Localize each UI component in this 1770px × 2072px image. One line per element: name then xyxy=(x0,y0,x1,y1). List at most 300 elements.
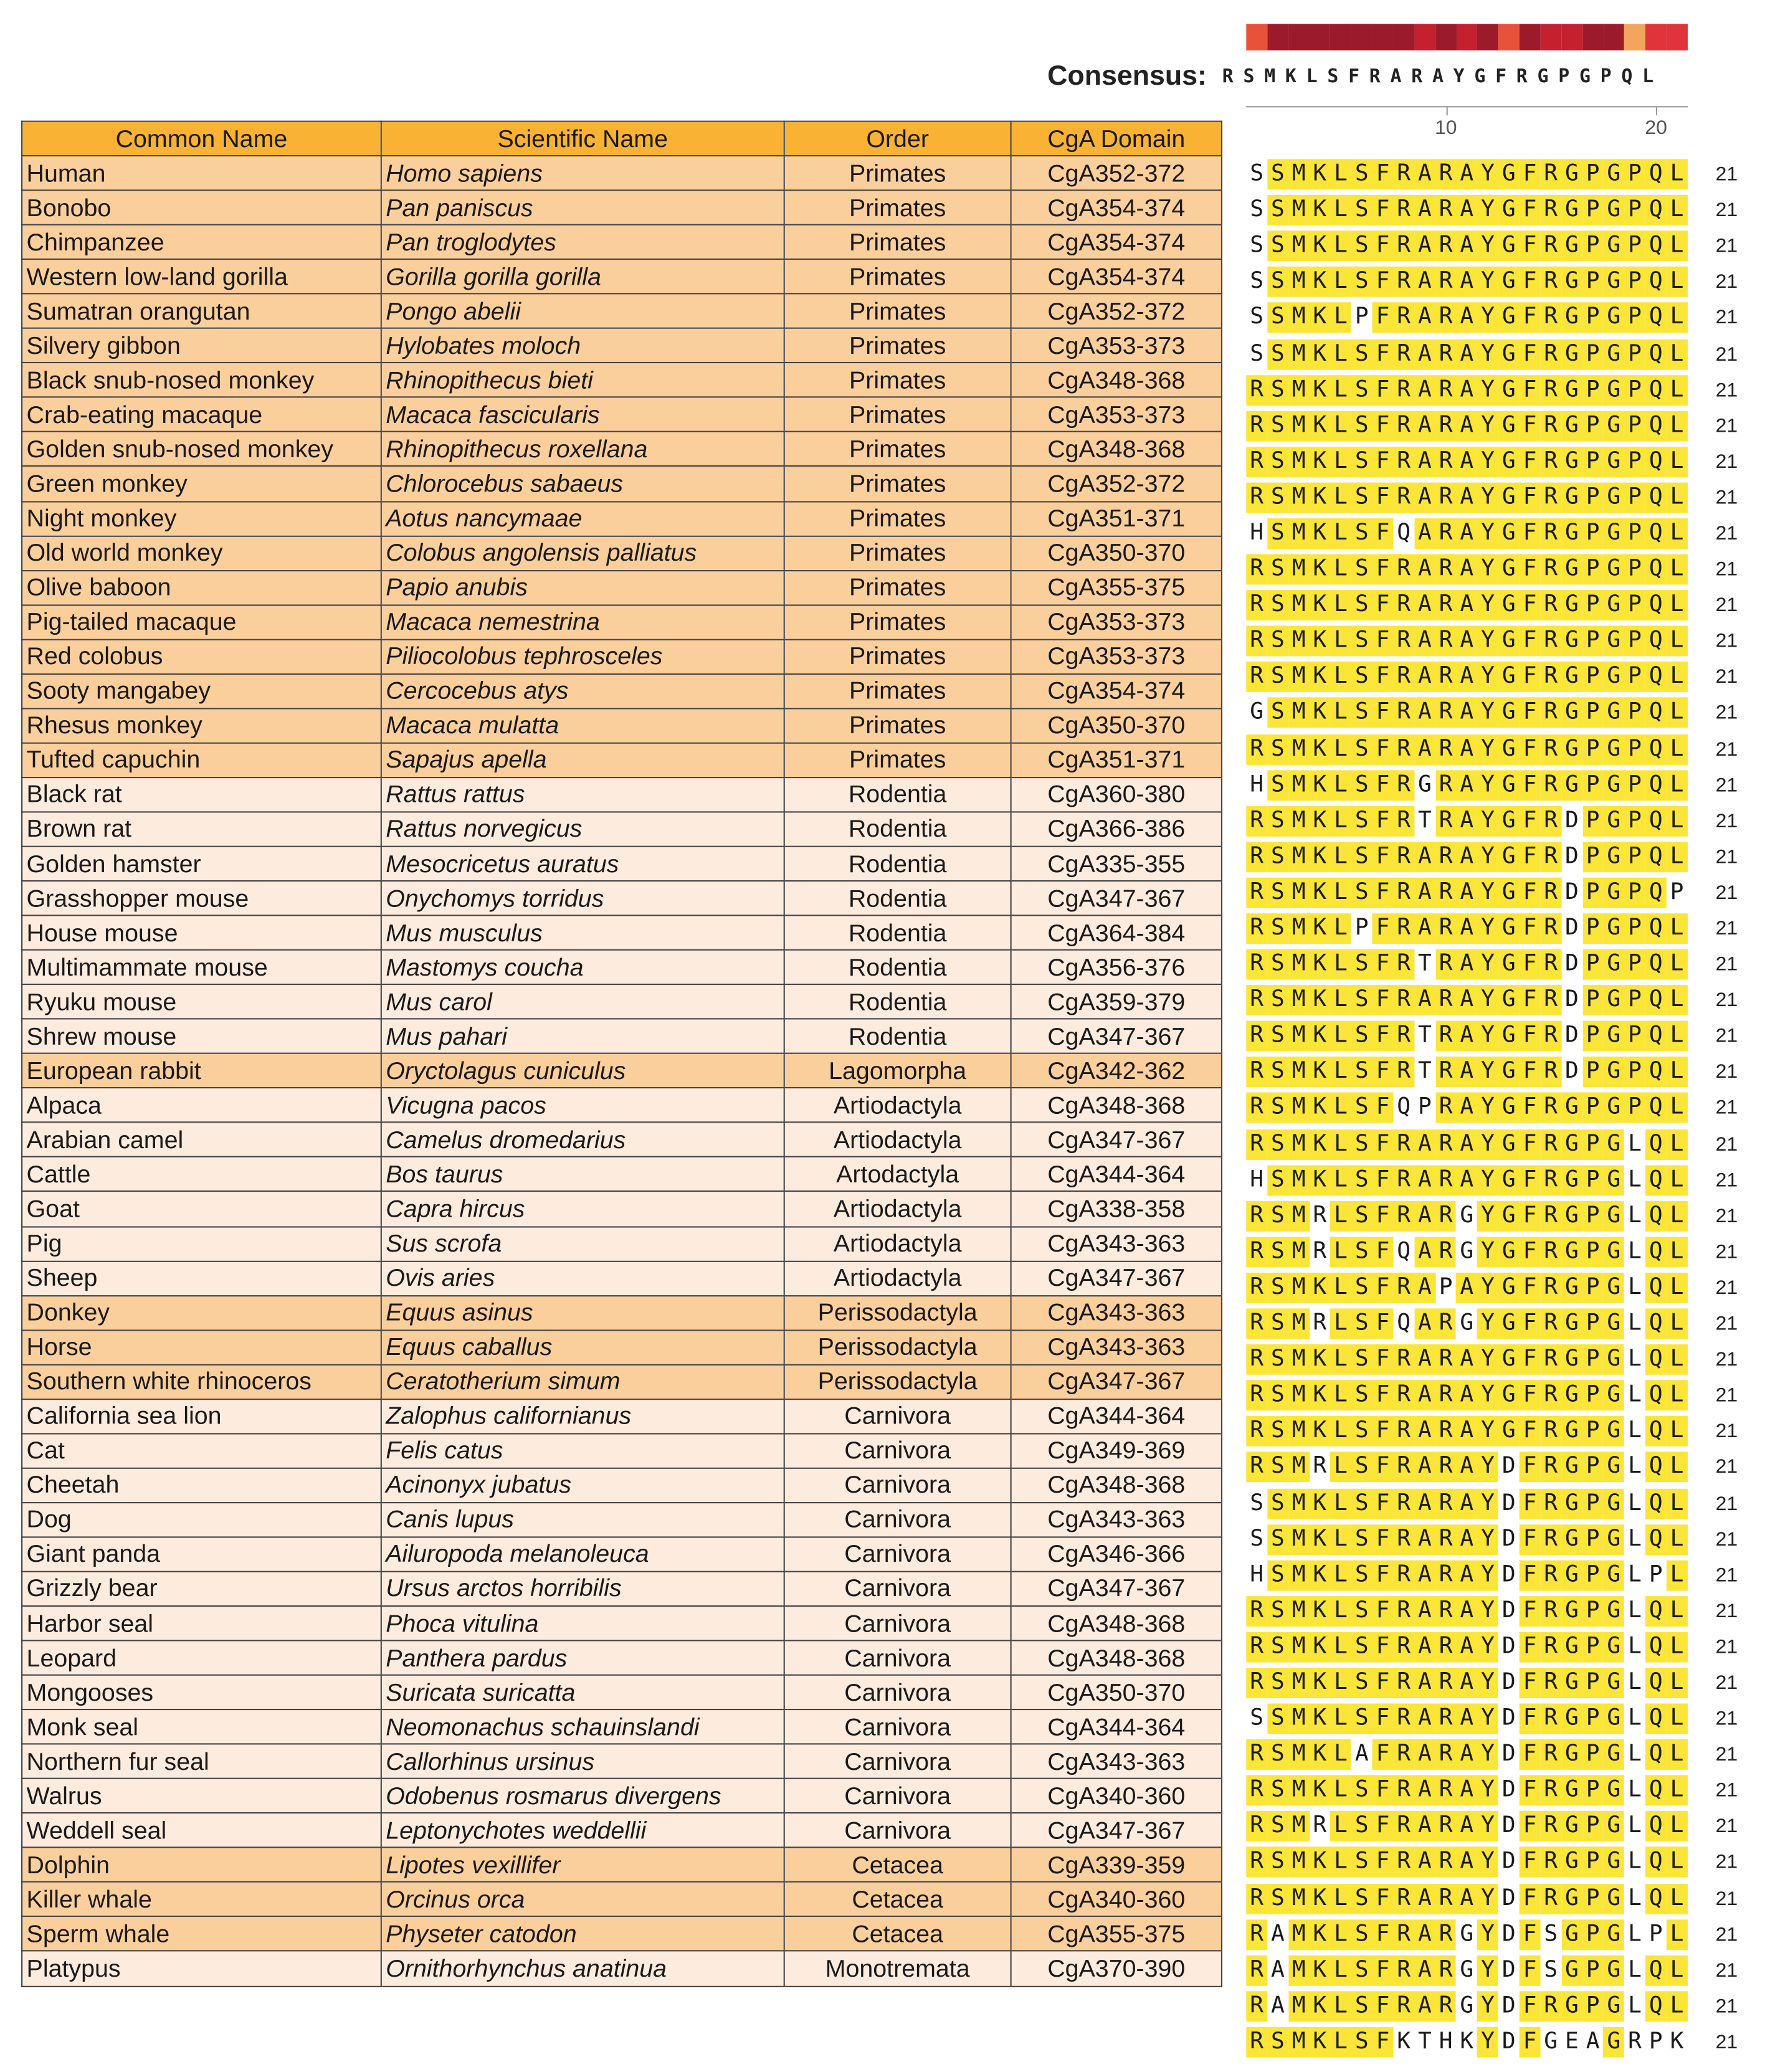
cell-cga-domain: CgA370-390 xyxy=(1011,1951,1222,1985)
residue: F xyxy=(1520,1416,1541,1447)
residue: P xyxy=(1582,1704,1604,1734)
residue: S xyxy=(1267,267,1288,297)
residue: L xyxy=(1624,1775,1645,1806)
residue: L xyxy=(1330,1308,1351,1339)
residue: G xyxy=(1498,949,1520,980)
residue: S xyxy=(1267,806,1288,836)
residue: K xyxy=(1309,842,1330,872)
residue: S xyxy=(1267,1560,1288,1590)
consensus-residue: F xyxy=(1495,66,1507,88)
consensus-residue: S xyxy=(1243,66,1255,88)
residue: G xyxy=(1603,1273,1624,1303)
residue: R xyxy=(1393,267,1414,297)
residue: A xyxy=(1414,1452,1435,1483)
residue: F xyxy=(1520,159,1541,189)
residue: Q xyxy=(1645,1524,1667,1554)
sequence xyxy=(1246,1560,1687,1590)
cell-cga-domain: CgA366-386 xyxy=(1011,812,1222,846)
residue: P xyxy=(1582,1919,1604,1950)
residue: P xyxy=(1582,1488,1604,1519)
residue: R xyxy=(1393,303,1414,333)
conservation-cell xyxy=(1520,24,1541,50)
table-row xyxy=(22,984,1222,1019)
residue: A xyxy=(1414,662,1435,693)
residue: L xyxy=(1330,1883,1351,1914)
residue: G xyxy=(1603,949,1624,980)
residue: Q xyxy=(1645,554,1667,585)
sequence-length: 21 xyxy=(1715,522,1738,545)
residue: S xyxy=(1351,1129,1373,1159)
residue: M xyxy=(1288,1237,1310,1267)
cell-scientific-name: Piliocolobus tephrosceles xyxy=(381,639,784,673)
residue: S xyxy=(1351,770,1373,801)
residue: L xyxy=(1667,1812,1688,1842)
residue: L xyxy=(1667,1344,1688,1375)
cell-order: Cetacea xyxy=(784,1848,1011,1882)
cell-common-name: Dolphin xyxy=(22,1848,381,1882)
residue: R xyxy=(1435,1919,1457,1950)
residue: R xyxy=(1435,195,1457,226)
sequence-length: 21 xyxy=(1715,1528,1738,1551)
residue: S xyxy=(1267,195,1288,226)
residue: L xyxy=(1330,447,1351,477)
residue: R xyxy=(1309,1812,1330,1842)
residue: D xyxy=(1498,1596,1520,1627)
alignment-row xyxy=(1246,408,1738,444)
cell-cga-domain: CgA347-367 xyxy=(1011,1261,1222,1295)
residue: R xyxy=(1246,1308,1267,1339)
residue: Q xyxy=(1645,949,1667,980)
residue: L xyxy=(1667,231,1688,262)
residue: G xyxy=(1561,1488,1582,1519)
sequence-length: 21 xyxy=(1715,1384,1738,1407)
residue: F xyxy=(1520,1847,1541,1878)
cell-common-name: Western low-land gorilla xyxy=(22,259,381,293)
residue: P xyxy=(1435,1273,1457,1303)
residue: A xyxy=(1456,734,1477,764)
residue: K xyxy=(1309,1955,1330,1985)
sequence xyxy=(1246,1524,1687,1554)
residue: F xyxy=(1373,949,1394,980)
residue: Y xyxy=(1477,1093,1498,1124)
residue: K xyxy=(1309,1739,1330,1770)
residue: G xyxy=(1498,303,1520,333)
residue: R xyxy=(1246,806,1267,836)
residue: L xyxy=(1667,842,1688,872)
residue: K xyxy=(1309,339,1330,369)
residue: Q xyxy=(1645,195,1667,226)
residue: L xyxy=(1330,1273,1351,1303)
residue: R xyxy=(1540,662,1561,693)
residue: R xyxy=(1393,339,1414,369)
residue: A xyxy=(1414,878,1435,908)
residue: P xyxy=(1582,590,1604,620)
residue: A xyxy=(1414,447,1435,477)
cell-order: Carnivora xyxy=(784,1572,1011,1606)
residue: G xyxy=(1561,267,1582,297)
sequence-length: 21 xyxy=(1715,917,1738,940)
cell-order: Carnivora xyxy=(784,1744,1011,1779)
table-row xyxy=(22,1226,1222,1260)
residue: G xyxy=(1498,1129,1520,1159)
cell-common-name: Sumatran orangutan xyxy=(22,294,381,328)
residue: L xyxy=(1624,1237,1645,1267)
residue: G xyxy=(1246,698,1267,728)
residue: F xyxy=(1373,1344,1394,1375)
residue: S xyxy=(1267,518,1288,549)
sequence xyxy=(1246,447,1687,477)
residue: P xyxy=(1582,986,1604,1016)
table-row xyxy=(22,743,1222,777)
cell-scientific-name: Sus scrofa xyxy=(381,1226,784,1260)
residue: S xyxy=(1246,1488,1267,1519)
residue: L xyxy=(1667,770,1688,801)
sequence xyxy=(1246,1416,1687,1447)
cell-scientific-name: Callorhinus ursinus xyxy=(381,1744,784,1779)
residue: M xyxy=(1288,1416,1310,1447)
residue: G xyxy=(1498,806,1520,836)
residue: A xyxy=(1456,1883,1477,1914)
residue: S xyxy=(1351,878,1373,908)
residue: L xyxy=(1330,1057,1351,1088)
residue: G xyxy=(1603,590,1624,620)
residue: Q xyxy=(1645,1308,1667,1339)
cell-order: Perissodactyla xyxy=(784,1295,1011,1329)
residue: R xyxy=(1246,1273,1267,1303)
residue: G xyxy=(1561,1704,1582,1734)
residue: A xyxy=(1414,1704,1435,1734)
residue: K xyxy=(1309,1021,1330,1052)
residue: R xyxy=(1540,770,1561,801)
table-row xyxy=(22,812,1222,846)
residue: G xyxy=(1603,662,1624,693)
residue: Y xyxy=(1477,1165,1498,1195)
residue: K xyxy=(1309,411,1330,441)
residue: G xyxy=(1561,339,1582,369)
cell-scientific-name: Capra hircus xyxy=(381,1192,784,1226)
residue: A xyxy=(1456,770,1477,801)
residue: S xyxy=(1246,1704,1267,1734)
residue: L xyxy=(1667,554,1688,585)
table-row xyxy=(22,708,1222,743)
residue: F xyxy=(1520,1237,1541,1267)
residue: D xyxy=(1561,949,1582,980)
residue: L xyxy=(1667,1632,1688,1662)
residue: R xyxy=(1540,554,1561,585)
residue: F xyxy=(1373,339,1394,369)
residue: A xyxy=(1414,1524,1435,1554)
residue: L xyxy=(1330,1093,1351,1124)
residue: P xyxy=(1645,1560,1667,1590)
residue: R xyxy=(1540,159,1561,189)
residue: L xyxy=(1330,231,1351,262)
residue: A xyxy=(1456,1812,1477,1842)
residue: L xyxy=(1330,1596,1351,1627)
residue: K xyxy=(1456,2027,1477,2058)
residue: L xyxy=(1330,1955,1351,1985)
residue: P xyxy=(1582,1273,1604,1303)
residue: R xyxy=(1624,2027,1645,2058)
residue: D xyxy=(1498,1488,1520,1519)
residue: L xyxy=(1624,1416,1645,1447)
cell-cga-domain: CgA350-370 xyxy=(1011,708,1222,743)
residue: R xyxy=(1393,1596,1414,1627)
residue: G xyxy=(1561,411,1582,441)
sequence xyxy=(1246,878,1687,908)
alignment-row xyxy=(1246,551,1738,587)
residue: R xyxy=(1246,482,1267,513)
sequence xyxy=(1246,1093,1687,1124)
residue: R xyxy=(1393,1452,1414,1483)
sequence xyxy=(1246,1775,1687,1806)
residue: S xyxy=(1351,842,1373,872)
residue: P xyxy=(1624,1021,1645,1052)
cell-order: Artiodactyla xyxy=(784,1261,1011,1295)
cell-order: Primates xyxy=(784,674,1011,708)
alignment-row xyxy=(1246,1665,1738,1701)
residue: Q xyxy=(1645,1955,1667,1985)
residue: R xyxy=(1540,1416,1561,1447)
residue: S xyxy=(1267,698,1288,728)
header-cga-domain: CgA Domain xyxy=(1011,121,1222,156)
residue: R xyxy=(1435,1632,1457,1662)
cell-scientific-name: Orcinus orca xyxy=(381,1883,784,1917)
residue: G xyxy=(1498,231,1520,262)
sequence xyxy=(1246,590,1687,620)
residue: L xyxy=(1667,662,1688,693)
residue: P xyxy=(1582,1775,1604,1806)
residue: Y xyxy=(1477,159,1498,189)
residue: P xyxy=(1624,339,1645,369)
cell-common-name: Arabian camel xyxy=(22,1123,381,1157)
residue: L xyxy=(1624,1344,1645,1375)
table-row xyxy=(22,259,1222,293)
residue: F xyxy=(1373,986,1394,1016)
residue: A xyxy=(1456,1775,1477,1806)
residue: Q xyxy=(1645,374,1667,405)
cell-cga-domain: CgA351-371 xyxy=(1011,501,1222,535)
residue: S xyxy=(1267,878,1288,908)
residue: Y xyxy=(1477,1524,1498,1554)
residue: L xyxy=(1330,195,1351,226)
cell-cga-domain: CgA347-367 xyxy=(1011,1019,1222,1053)
residue: R xyxy=(1246,626,1267,657)
residue: L xyxy=(1624,1560,1645,1590)
residue: S xyxy=(1351,1057,1373,1088)
residue: G xyxy=(1561,1381,1582,1411)
consensus-residue: R xyxy=(1411,66,1423,88)
cell-common-name: Human xyxy=(22,156,381,190)
residue: R xyxy=(1540,1632,1561,1662)
residue: L xyxy=(1330,1452,1351,1483)
cell-common-name: Alpaca xyxy=(22,1088,381,1123)
residue: Q xyxy=(1393,1093,1414,1124)
residue: G xyxy=(1603,1632,1624,1662)
residue: R xyxy=(1435,806,1457,836)
residue: F xyxy=(1520,554,1541,585)
residue: L xyxy=(1667,734,1688,764)
residue: F xyxy=(1373,1381,1394,1411)
cell-common-name: Ryuku mouse xyxy=(22,984,381,1019)
residue: F xyxy=(1520,1021,1541,1052)
residue: G xyxy=(1561,1847,1582,1878)
residue: R xyxy=(1393,1955,1414,1985)
residue: S xyxy=(1267,949,1288,980)
sequence xyxy=(1246,1165,1687,1195)
consensus-residue: R xyxy=(1516,66,1528,88)
residue: R xyxy=(1540,1237,1561,1267)
alignment-row xyxy=(1246,444,1738,480)
cell-scientific-name: Zalophus californianus xyxy=(381,1399,784,1433)
residue: F xyxy=(1520,1129,1541,1159)
cell-common-name: Monk seal xyxy=(22,1709,381,1744)
residue: G xyxy=(1498,159,1520,189)
residue: S xyxy=(1351,698,1373,728)
residue: L xyxy=(1667,1955,1688,1985)
residue: A xyxy=(1414,1237,1435,1267)
residue: F xyxy=(1373,1308,1394,1339)
table-row xyxy=(22,1433,1222,1468)
residue: K xyxy=(1309,1560,1330,1590)
sequence-length: 21 xyxy=(1715,414,1738,437)
residue: D xyxy=(1498,1847,1520,1878)
residue: R xyxy=(1540,878,1561,908)
sequence xyxy=(1246,482,1687,513)
residue: M xyxy=(1288,949,1310,980)
cell-scientific-name: Acinonyx jubatus xyxy=(381,1468,784,1502)
residue: G xyxy=(1498,1344,1520,1375)
alignment-row xyxy=(1246,1916,1738,1952)
residue: P xyxy=(1624,590,1645,620)
residue: Y xyxy=(1477,949,1498,980)
residue: P xyxy=(1582,1093,1604,1124)
residue: P xyxy=(1624,626,1645,657)
residue: H xyxy=(1246,1560,1267,1590)
sequence xyxy=(1246,1668,1687,1698)
residue: L xyxy=(1667,303,1688,333)
residue: Y xyxy=(1477,662,1498,693)
residue: R xyxy=(1246,1200,1267,1231)
cell-cga-domain: CgA354-374 xyxy=(1011,225,1222,259)
residue: S xyxy=(1351,339,1373,369)
residue: S xyxy=(1267,159,1288,189)
sequence-length: 21 xyxy=(1715,1025,1738,1048)
residue: P xyxy=(1624,267,1645,297)
cell-common-name: Black rat xyxy=(22,777,381,812)
residue: G xyxy=(1498,986,1520,1016)
residue: R xyxy=(1435,1237,1457,1267)
residue: S xyxy=(1267,1129,1288,1159)
residue: L xyxy=(1667,411,1688,441)
alignment-row xyxy=(1246,1090,1738,1126)
residue: M xyxy=(1288,1775,1310,1806)
residue: A xyxy=(1456,1524,1477,1554)
residue: E xyxy=(1561,2027,1582,2058)
residue: R xyxy=(1393,231,1414,262)
residue: R xyxy=(1540,590,1561,620)
sequence-length: 21 xyxy=(1715,1887,1738,1910)
residue: L xyxy=(1667,1237,1688,1267)
residue: S xyxy=(1351,1200,1373,1231)
residue: K xyxy=(1309,482,1330,513)
table-row xyxy=(22,1503,1222,1537)
residue: R xyxy=(1393,734,1414,764)
residue: L xyxy=(1330,267,1351,297)
residue: P xyxy=(1624,698,1645,728)
residue: R xyxy=(1435,1200,1457,1231)
table-row xyxy=(22,1883,1222,1917)
table-row xyxy=(22,397,1222,432)
residue: F xyxy=(1373,1775,1394,1806)
residue: Q xyxy=(1645,662,1667,693)
residue: M xyxy=(1288,842,1310,872)
table-row xyxy=(22,1709,1222,1744)
alignment-row xyxy=(1246,875,1738,911)
residue: F xyxy=(1520,2027,1541,2058)
residue: L xyxy=(1330,303,1351,333)
residue: Y xyxy=(1477,1488,1498,1519)
residue: P xyxy=(1582,1632,1604,1662)
residue: G xyxy=(1498,339,1520,369)
residue: Y xyxy=(1477,231,1498,262)
residue: R xyxy=(1246,411,1267,441)
residue: G xyxy=(1561,734,1582,764)
cell-common-name: Cat xyxy=(22,1433,381,1468)
residue: S xyxy=(1246,303,1267,333)
residue: A xyxy=(1456,1057,1477,1088)
residue: Q xyxy=(1645,1596,1667,1627)
residue: R xyxy=(1435,1021,1457,1052)
residue: G xyxy=(1603,303,1624,333)
residue: F xyxy=(1520,1668,1541,1698)
cell-order: Artiodactyla xyxy=(784,1226,1011,1260)
residue: K xyxy=(1309,195,1330,226)
sequence xyxy=(1246,1452,1687,1483)
cell-common-name: Bonobo xyxy=(22,191,381,225)
residue: G xyxy=(1561,1632,1582,1662)
sequence xyxy=(1246,1955,1687,1985)
cell-common-name: Night monkey xyxy=(22,501,381,535)
table-row xyxy=(22,1572,1222,1606)
sequence xyxy=(1246,1308,1687,1339)
conservation-cell xyxy=(1541,24,1562,50)
residue: R xyxy=(1246,447,1267,477)
residue: G xyxy=(1561,1452,1582,1483)
residue: R xyxy=(1540,1775,1561,1806)
residue: F xyxy=(1520,1775,1541,1806)
residue: A xyxy=(1267,1955,1288,1985)
cell-cga-domain: CgA348-368 xyxy=(1011,1606,1222,1640)
residue: F xyxy=(1520,1991,1541,2022)
residue: F xyxy=(1373,913,1394,944)
residue: M xyxy=(1288,1847,1310,1878)
residue: G xyxy=(1603,374,1624,405)
residue: G xyxy=(1561,1560,1582,1590)
cell-order: Primates xyxy=(784,397,1011,432)
residue: S xyxy=(1267,1704,1288,1734)
residue: Q xyxy=(1645,482,1667,513)
cell-cga-domain: CgA354-374 xyxy=(1011,259,1222,293)
residue: G xyxy=(1603,1165,1624,1195)
table-row xyxy=(22,328,1222,363)
cell-order: Primates xyxy=(784,536,1011,570)
alignment-row xyxy=(1246,624,1738,660)
residue: M xyxy=(1288,1524,1310,1554)
residue: G xyxy=(1561,1237,1582,1267)
residue: R xyxy=(1435,267,1457,297)
residue: K xyxy=(1309,698,1330,728)
residue: R xyxy=(1540,1560,1561,1590)
